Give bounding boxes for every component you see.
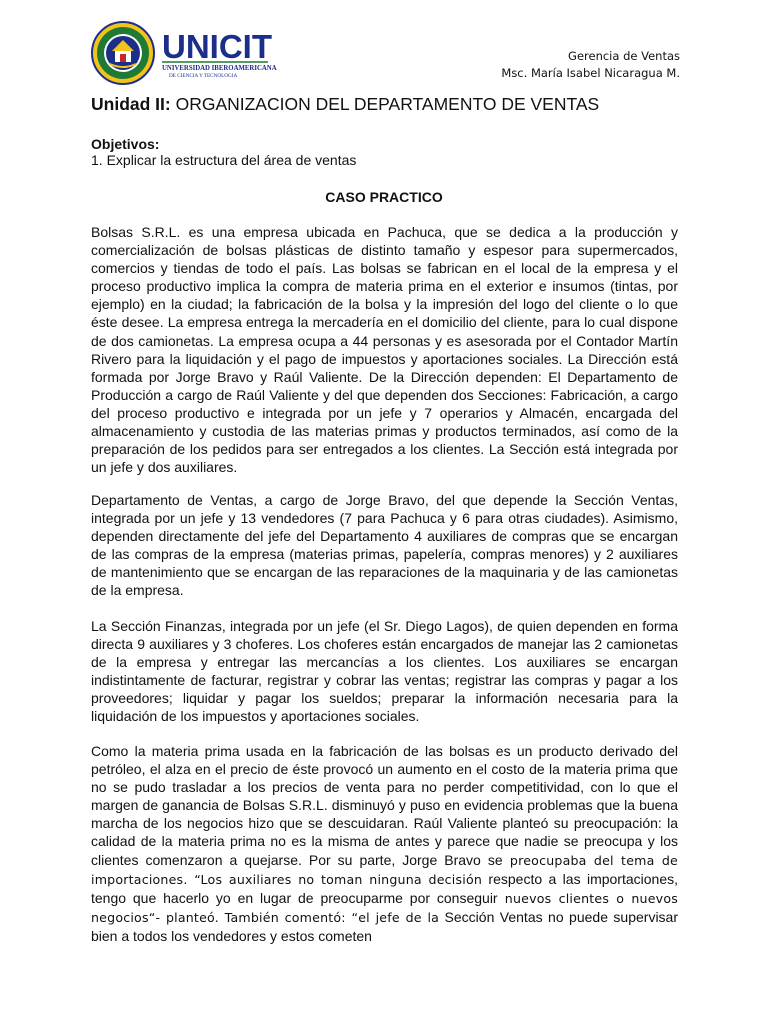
paragraph-sales-dept: Departamento de Ventas, a cargo de Jorge Bravo, del que depende la Sección Ventas, integrada por un jefe y 13 vendedores (7 para Pachuca y 6 para otras ciudades). Asimismo, dependen directamente del jefe del Departamento 4 auxiliares de compras que se encargan de las compras de la empresa (materias primas, papelería, compras menores) y 2 auxiliares de mantenimiento que se encargan de las reparaciones de la maquinaria y de las camionetas de la empresa. [91,492,678,599]
unit-heading [91,93,599,115]
objective-item: 1. Explicar la estructura del área de ventas [91,152,357,168]
logo-subtitle-1: UNIVERSIDAD IBEROAMERICANA [162,65,277,72]
unit-label: Unidad II: [91,94,171,114]
objectives-section [91,136,356,168]
unit-title: ORGANIZACION DEL DEPARTAMENTO DE VENTAS [170,94,600,114]
paragraph-problem-part-d: nuevos clientes o nuevos negocios“- planteó. También comentó: “el jefe de la [91,890,678,925]
logo-subtitle-2: DE CIENCIA Y TECNOLOGIA [169,73,238,79]
case-title: CASO PRACTICO [325,189,443,205]
department-name: Gerencia de Ventas [568,49,680,63]
unicit-logo [90,18,370,88]
logo-name: UNICIT [162,28,272,65]
author-block [501,48,680,82]
objectives-label: Objetivos: [91,136,160,152]
page-header [90,18,680,88]
paragraph-problem [91,742,678,945]
paragraph-finance: La Sección Finanzas, integrada por un jefe (el Sr. Diego Lagos), de quien dependen en forma directa 9 auxiliares y 3 choferes. Los choferes están encargados de manejar las 2 camionetas de la empresa y entregar las mercancías a los clientes. Los auxiliares se encargan indistintamente de facturar, registrar y cobrar las ventas; registrar las compras y pagar a los proveedores; liquidar y pagar los sueldos; preparar la información necesaria para la liquidación de los impuestos y aportaciones sociales. [91,618,678,725]
paragraph-problem-part-b: preocupaba del tema de importaciones. “Los auxiliares no toman ninguna decisión [91,852,678,887]
author-name: Msc. María Isabel Nicaragua M. [501,66,680,80]
paragraph-problem-part-c: respecto a las importaciones, tengo que hacerlo yo en lugar de preocuparme por conseguir [91,870,679,906]
paragraph-company: Bolsas S.R.L. es una empresa ubicada en Pachuca, que se dedica a la producción y comercialización de bolsas plásticas de distinto tamaño y espesor para supermercados, comercios y tiendas de todo el país. Las bolsas se fabrican en el local de la empresa y el proceso productivo implica la compra de materia prima en el exterior e insumos (tintas, por ejemplo) en la ciudad; la fabricación de la bolsa y la impresión del logo del cliente o lo que éste desee. La empresa entrega la mercadería en el domicilio del cliente, para lo cual dispone de dos camionetas. La empresa ocupa a 44 personas y es asesorada por el Contador Martín Rivero para la liquidación y el pago de impuestos y aportaciones sociales. La Dirección está formada por Jorge Bravo y Raúl Valiente. De la Dirección dependen: El Departamento de Producción a cargo de Raúl Valiente y del que dependen dos Secciones: Fabricación, a cargo del proceso productivo e integrada por un jefe y 7 operarios y Almacén, encargada del almacenamiento y custodia de las materias primas y productos terminados, así como de la preparación de los pedidos para ser entregados a los clientes. La Sección está integrada por un jefe y dos auxiliares. [91,224,678,476]
paragraph-problem-part-a: Como la materia prima usada en la fabricación de las bolsas es un producto derivado del petróleo, el alza en el precio de éste provocó un aumento en el costo de la materia prima que no se pudo trasladar a los precios de venta para no perder competitividad, con lo que el margen de ganancia de Bolsas S.R.L. disminuyó y puso en evidencia problemas que la buena marcha de los negocios hizo que se descuidaran. Raúl Valiente planteó su preocupación: la calidad de la materia prima no es la misma de antes y parece que nadie se preocupa y los clientes comenzaron a quejarse. Por su parte, Jorge Bravo se [91,743,678,868]
paragraph-problem-part-e: Sección Ventas no puede supervisar bien a todos los vendedores y estos cometen [91,908,679,944]
